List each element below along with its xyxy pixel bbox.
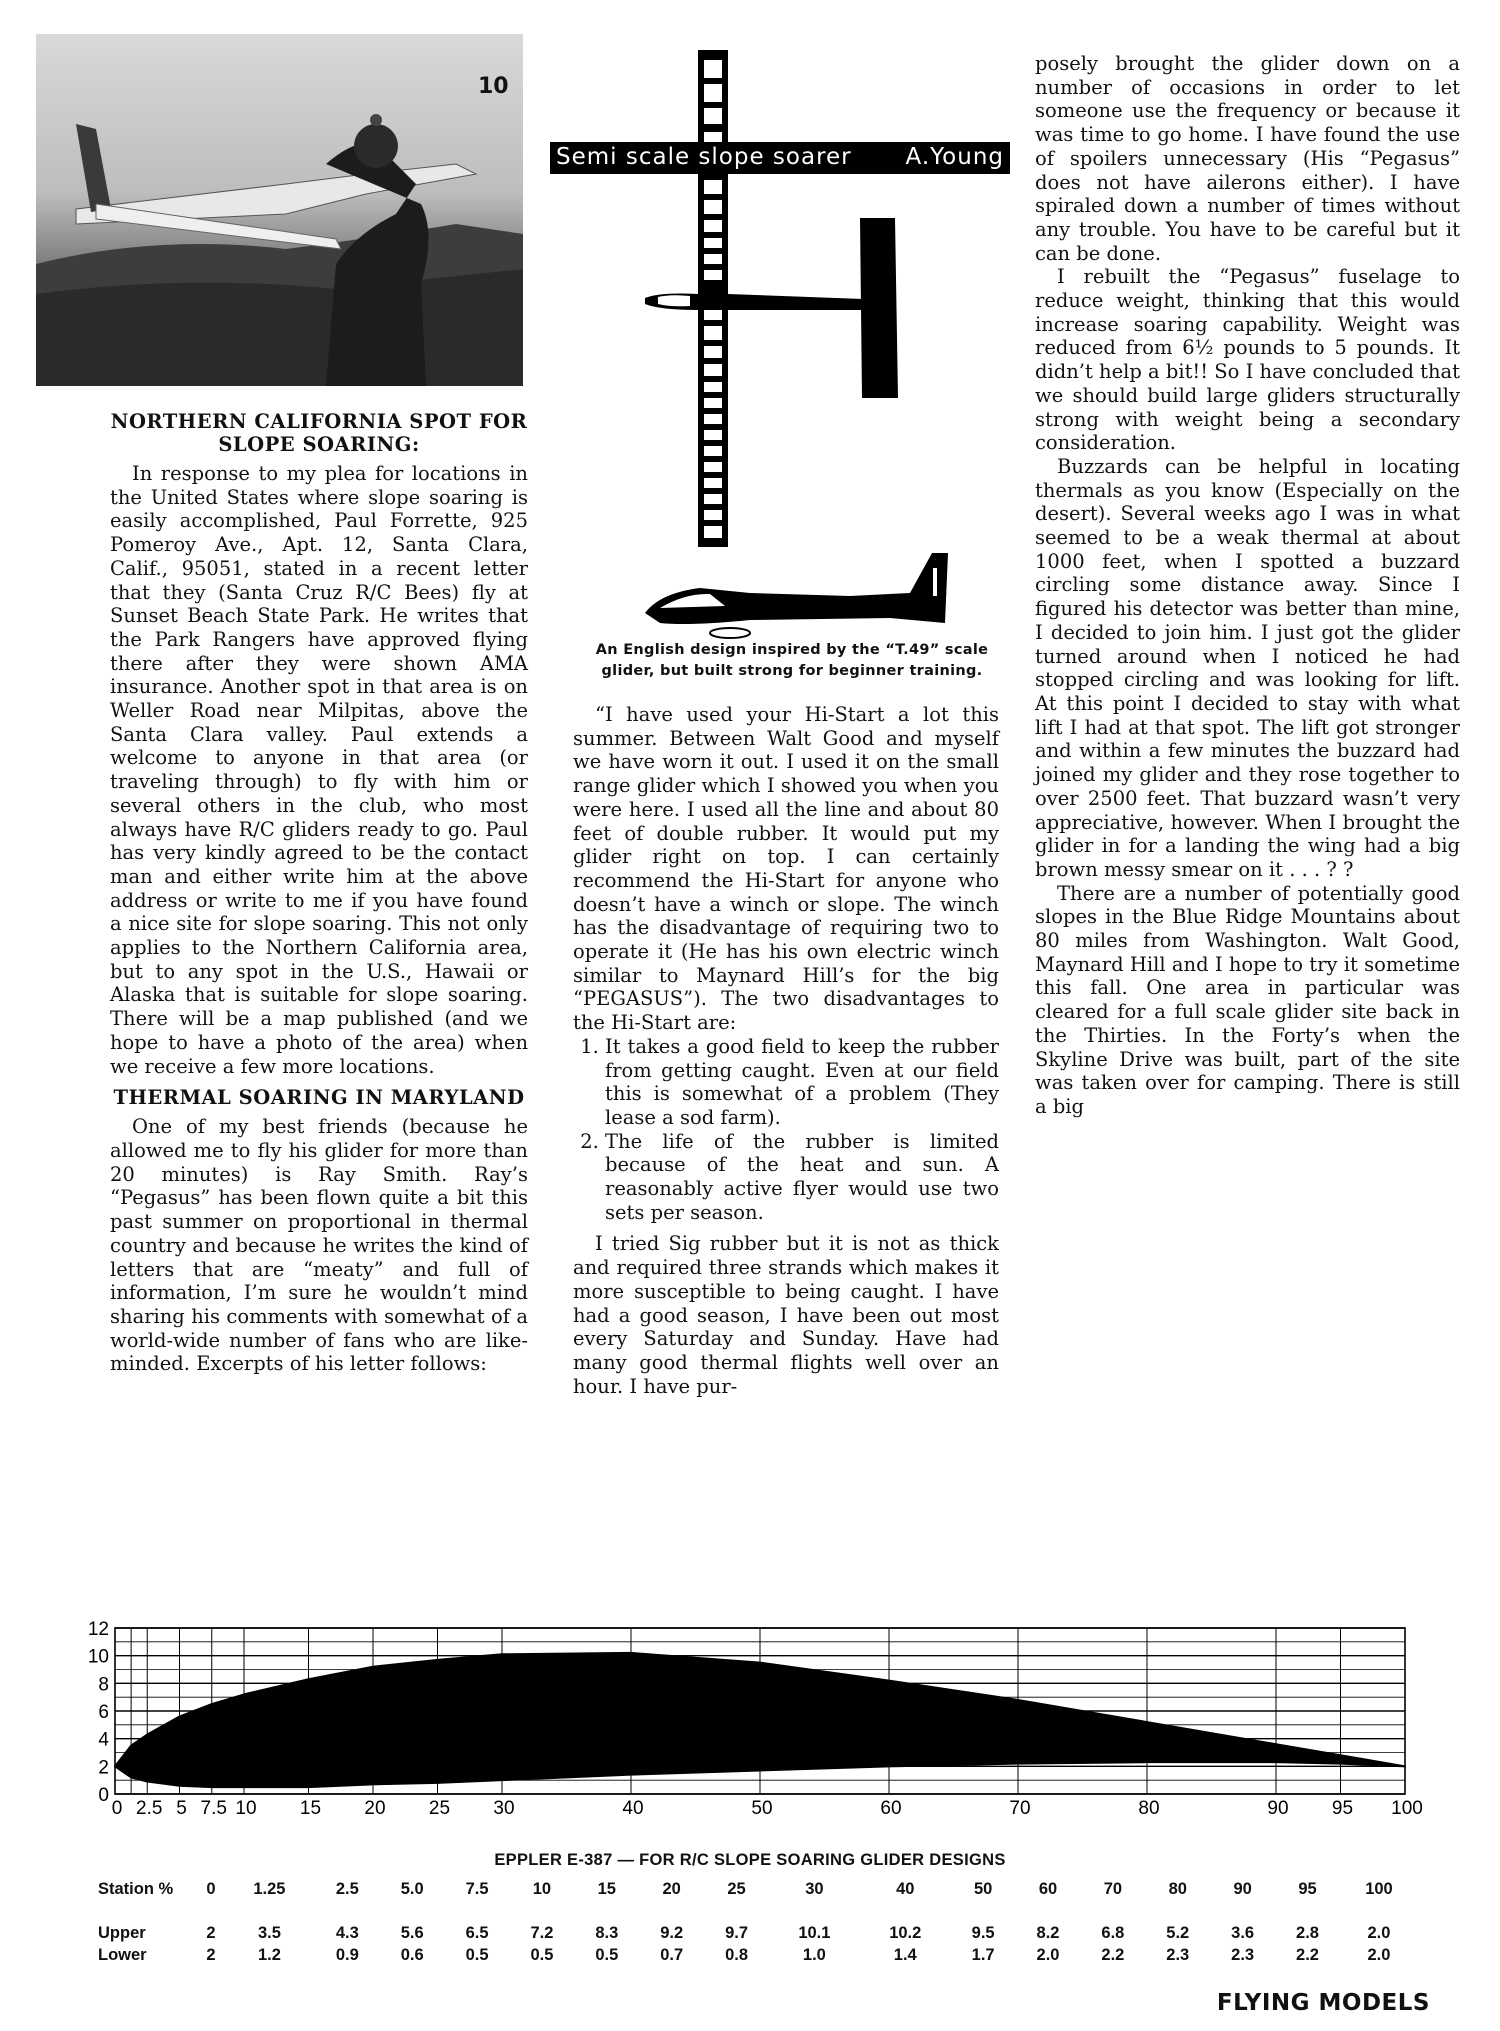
heading-northern-california: NORTHERN CALIFORNIA SPOT FOR SLOPE SOARING: xyxy=(110,410,528,456)
x-tick-label: 70 xyxy=(1009,1798,1031,1819)
y-tick-label: 2 xyxy=(98,1757,109,1779)
col3-para-2: I rebuilt the “Pegasus” fuselage to reduce weight, thinking that this would increase soaring capability. Weight was reduced from 6½ pounds to 5 pounds. It didn’t help a bit!! So I have concluded that we should build large gliders structurally strong with weight being a secondary consideration. xyxy=(1035,265,1460,455)
table-cell: 10.1 xyxy=(798,1923,831,1942)
row-label-lower: Lower xyxy=(98,1945,147,1964)
x-tick-label: 0 xyxy=(111,1798,123,1819)
y-tick-label: 4 xyxy=(98,1729,109,1751)
table-cell: 5.0 xyxy=(400,1879,424,1898)
col3-para-1: posely brought the glider down on a number of occasions in order to let someone use the frequency or because it was time to go home. I have found the use of spoilers unnecessary (His “Pegasus” does not have ailerons either). I have spiraled down a number of times without any trouble. You have to be careful but it can be done. xyxy=(1035,52,1460,265)
list-item: 2. The life of the rubber is limited because of the heat and sun. A reasonably active flyer would use two sets per season. xyxy=(605,1130,999,1225)
plan-caption: An English design inspired by the “T.49” scale glider, but built strong for beginner training. xyxy=(595,642,989,679)
table-cell: 80 xyxy=(1168,1879,1187,1898)
col2-para-1: “I have used your Hi-Start a lot this summer. Between Walt Good and myself we have worn it out. I used it on the small range glider which I showed you when you were here. I used all the line and about 80 feet of double rubber. It would put my glider right on top. I can certainly recommend the Hi-Start for anyone who doesn’t have a winch or slope. The winch has the disadvantage of requiring two to operate it (He has his own electric winch similar to Maynard Hill’s for the big “PEGASUS”). The two disadvantages to the Hi-Start are: xyxy=(573,703,999,1035)
table-cell: 40 xyxy=(896,1879,915,1898)
list-item: 1. It takes a good field to keep the rubber from getting caught. Even at our field this is somewhat of a problem (They lease a sod farm). xyxy=(605,1035,999,1130)
table-cell: 4.3 xyxy=(335,1923,359,1942)
table-cell: 8.3 xyxy=(595,1923,619,1942)
x-tick-label: 25 xyxy=(428,1798,451,1819)
plan-banner xyxy=(550,142,1010,174)
table-cell: 8.2 xyxy=(1036,1923,1060,1942)
table-cell: 2.3 xyxy=(1166,1945,1190,1964)
table-cell: 5.2 xyxy=(1166,1923,1190,1942)
table-cell: 0.6 xyxy=(400,1945,424,1964)
table-cell: 2.8 xyxy=(1296,1923,1319,1942)
col2-para-2: I tried Sig rubber but it is not as thick and required three strands which makes it more susceptible to being caught. I have had a good season, I have been out most every Saturday and Sunday. Have had many good thermal flights well over an hour. I have pur- xyxy=(573,1232,999,1398)
row-label-station: Station % xyxy=(98,1879,174,1898)
col3-para-3: Buzzards can be helpful in locating thermals as you know (Especially on the desert). Several weeks ago I was in what seemed to be a weak thermal at about 1000 feet, when I spotted a buzzard circling some distance away. Since I figured his detector was better than mine, I decided to join him. I just got the glider turned around when I noticed he had stopped circling and was looking for lift. At this point I decided to stay with what lift I had at that spot. The lift got stronger and within a few minutes the buzzard had joined my glider and they rose together to over 2500 feet. That buzzard wasn’t very appreciative, however. When I brought the glider in for a landing the wing had a big brown messy smear on it . . . ? ? xyxy=(1035,454,1460,881)
plan-banner-author: A.Young xyxy=(905,144,1004,170)
table-cell: 9.2 xyxy=(660,1923,684,1942)
table-cell: 100 xyxy=(1365,1879,1393,1898)
table-cell: 1.4 xyxy=(893,1945,917,1964)
table-cell: 2.0 xyxy=(1367,1945,1391,1964)
airfoil-table-wrap xyxy=(98,1878,1418,1966)
table-cell: 90 xyxy=(1233,1879,1252,1898)
table-cell: 25 xyxy=(727,1879,746,1898)
table-cell: 30 xyxy=(805,1879,824,1898)
x-tick-label: 5 xyxy=(176,1798,187,1819)
table-cell: 2.2 xyxy=(1296,1945,1319,1964)
airfoil-title: EPPLER E-387 — FOR R/C SLOPE SOARING GLIDER DESIGNS xyxy=(494,1851,1006,1869)
table-cell: 9.5 xyxy=(971,1923,995,1942)
glider-plan-svg xyxy=(550,48,1010,640)
x-tick-label: 7.5 xyxy=(200,1798,227,1819)
table-cell: 70 xyxy=(1103,1879,1123,1898)
table-cell: 1.7 xyxy=(971,1945,995,1964)
table-cell: 1.25 xyxy=(253,1879,286,1898)
x-tick-label: 60 xyxy=(880,1798,902,1819)
glider-photo xyxy=(36,34,523,386)
table-cell: 5.6 xyxy=(400,1923,424,1942)
table-cell: 10.2 xyxy=(889,1923,922,1942)
table-cell: 0.5 xyxy=(595,1945,619,1964)
y-tick-label: 0 xyxy=(98,1785,109,1806)
table-cell: 50 xyxy=(973,1879,993,1898)
x-tick-label: 50 xyxy=(751,1798,773,1819)
col2-list xyxy=(573,1035,999,1225)
table-cell: 15 xyxy=(597,1879,616,1898)
table-row-station xyxy=(98,1878,1418,1900)
airfoil-chart xyxy=(70,1619,1423,1820)
table-cell: 0.8 xyxy=(725,1945,748,1964)
x-tick-label: 15 xyxy=(299,1798,322,1819)
y-tick-label: 10 xyxy=(87,1646,109,1668)
y-tick-label: 12 xyxy=(87,1619,109,1640)
table-cell: 1.0 xyxy=(802,1945,826,1964)
col3-para-4: There are a number of potentially good slopes in the Blue Ridge Mountains about 80 miles from Washington. Walt Good, Maynard Hill and I hope to try it sometime this fall. One area in particular was cleared for a full scale glider site back in the Thirties. In the Forty’s when the Skyline Drive was built, part of the site was taken over for camping. There is still a big xyxy=(1035,881,1460,1118)
x-tick-label: 90 xyxy=(1267,1798,1289,1819)
table-cell: 2.5 xyxy=(335,1879,359,1898)
x-tick-label: 40 xyxy=(622,1798,644,1819)
table-cell: 95 xyxy=(1298,1879,1317,1898)
y-tick-label: 6 xyxy=(98,1702,109,1723)
table-cell: 3.5 xyxy=(257,1923,281,1942)
x-tick-label: 100 xyxy=(1391,1798,1423,1819)
glider-photo-illustration xyxy=(36,34,523,386)
table-cell: 0.9 xyxy=(335,1945,359,1964)
table-cell: 2.0 xyxy=(1036,1945,1060,1964)
glider-plan-drawing xyxy=(550,48,1010,640)
airfoil-svg xyxy=(70,1619,1423,1820)
table-cell: 60 xyxy=(1038,1879,1058,1898)
table-cell: 2 xyxy=(206,1945,216,1964)
table-cell: 0.5 xyxy=(530,1945,554,1964)
column-3 xyxy=(1035,52,1460,1119)
column-1 xyxy=(110,410,528,1376)
airfoil-table xyxy=(98,1878,1418,1966)
table-cell: 2.0 xyxy=(1367,1923,1391,1942)
table-row-lower xyxy=(98,1944,1418,1966)
table-row-upper xyxy=(98,1922,1418,1944)
row-label-upper: Upper xyxy=(98,1923,146,1942)
table-cell: 6.5 xyxy=(465,1923,489,1942)
table-cell: 6.8 xyxy=(1101,1923,1125,1942)
table-cell: 0 xyxy=(206,1879,216,1898)
table-cell: 20 xyxy=(662,1879,681,1898)
table-cell: 9.7 xyxy=(725,1923,748,1942)
x-tick-label: 10 xyxy=(235,1798,257,1819)
table-cell: 2.3 xyxy=(1231,1945,1255,1964)
table-cell: 0.5 xyxy=(465,1945,489,1964)
table-cell: 7.2 xyxy=(530,1923,554,1942)
footer-magazine-name: FLYING MODELS xyxy=(1216,1990,1430,2016)
col1-para-1: In response to my plea for locations in the United States where slope soaring is easily accomplished, Paul Forrette, 925 Pomeroy Ave., Apt. 12, Santa Clara, Calif., 95051, stated in a recent letter that they (Santa Cruz R/C Bees) fly at Sunset Beach State Park. He writes that the Park Rangers have approved flying there after they were shown AMA insurance. Another spot in that area is on Weller Road near Milpitas, above the Santa Clara valley. Paul extends a welcome to anyone in that area (or traveling through) to fly with him or several others in the club, who most always have R/C gliders ready to go. Paul has very kindly agreed to be the contact man and either write him at the above address or write to me if you have found a nice site for slope soaring. This not only applies to the Northern California area, but to any spot in the U.S., Hawaii or Alaska that is suitable for slope soaring. There will be a map published (and we hope to have a photo of the area) when we receive a few more locations. xyxy=(110,462,528,1078)
x-tick-label: 95 xyxy=(1331,1798,1354,1819)
table-cell: 1.2 xyxy=(257,1945,281,1964)
x-tick-label: 80 xyxy=(1138,1798,1160,1819)
col1-para-2: One of my best friends (because he allowed me to fly his glider for more than 20 minutes) is Ray Smith. Ray’s “Pegasus” has been flown quite a bit this past summer on proportional in thermal country and because he writes the kind of letters that are “meaty” and full of information, I’m sure he wouldn’t mind sharing his comments with somewhat of a world-wide number of fans who are like-minded. Excerpts of his letter follows: xyxy=(110,1115,528,1376)
y-tick-label: 8 xyxy=(98,1674,109,1696)
table-cell: 2.2 xyxy=(1101,1945,1125,1964)
plan-banner-title: Semi scale slope soarer xyxy=(556,144,852,170)
x-tick-label: 2.5 xyxy=(136,1798,163,1819)
table-cell: 7.5 xyxy=(465,1879,489,1898)
table-cell: 3.6 xyxy=(1231,1923,1255,1942)
table-cell: 2 xyxy=(206,1923,216,1942)
column-2 xyxy=(573,703,999,1398)
page-number: 10 xyxy=(478,74,509,99)
heading-thermal-soaring: THERMAL SOARING IN MARYLAND xyxy=(113,1086,525,1110)
x-tick-label: 20 xyxy=(364,1798,386,1819)
x-tick-label: 30 xyxy=(493,1798,515,1819)
table-cell: 0.7 xyxy=(660,1945,684,1964)
table-cell: 10 xyxy=(532,1879,552,1898)
